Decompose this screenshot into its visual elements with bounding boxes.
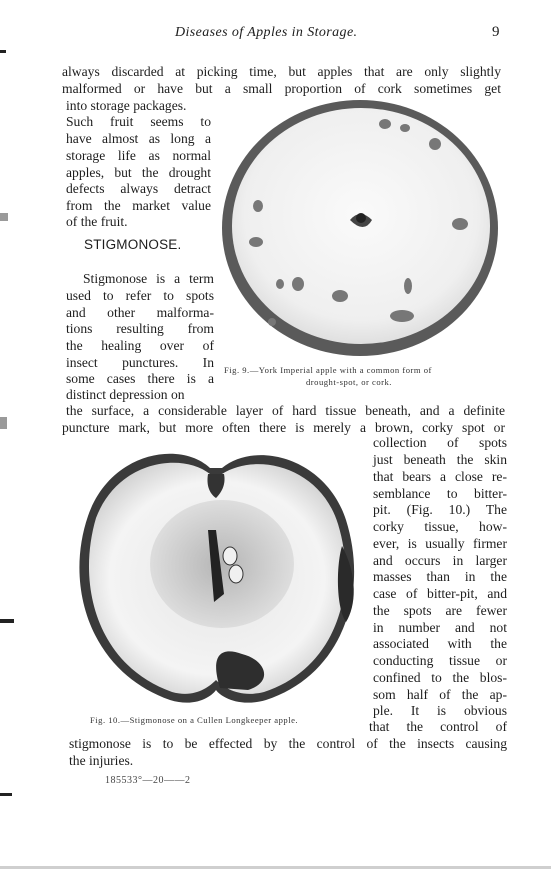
right-column-line-2: just beneath the skin <box>373 452 507 467</box>
right-column-line-8: and occurs in larger <box>373 553 507 568</box>
right-column-line-17: ple. It is obvious <box>373 703 507 718</box>
section-heading: STIGMONOSE. <box>84 237 182 252</box>
fig10-apple-photo <box>70 446 362 712</box>
scan-edge-mark <box>0 793 12 796</box>
stigmonose-line-1: Stigmonose is a term <box>83 271 214 286</box>
scan-edge-mark <box>0 417 7 429</box>
right-column-line-15: confined to the blos- <box>373 670 507 685</box>
stigmonose-line-4: tions resulting from <box>66 321 214 336</box>
right-column-line-16: som half of the ap- <box>373 687 507 702</box>
right-column-line-7: ever, is usually firmer <box>373 536 507 551</box>
right-column-line-4: semblance to bitter- <box>373 486 507 501</box>
right-column-line-3: that bears a close re- <box>373 469 507 484</box>
right-column-line-6: corky tissue, how- <box>373 519 507 534</box>
fig10-caption: Fig. 10.—Stigmonose on a Cullen Longkeeper apple. <box>90 715 299 725</box>
right-column-line-11: the spots are fewer <box>373 603 507 618</box>
left-column-line-3: have almost as long a <box>66 131 211 146</box>
stigmonose-line-2: used to refer to spots <box>66 288 214 303</box>
right-column-line-5: pit. (Fig. 10.) The <box>373 502 507 517</box>
intro-line-1: always discarded at picking time, but apples that are only slightly <box>62 64 501 79</box>
left-column-line-8: of the fruit. <box>66 214 128 229</box>
right-column-line-9: masses than in the <box>373 569 507 584</box>
stigmonose-line-8: distinct depression on <box>66 387 185 402</box>
full-width-line-2: puncture mark, but more often there is merely a brown, corky spot or <box>62 420 505 435</box>
left-column-line-2: Such fruit seems to <box>66 114 211 129</box>
left-column-line-4: storage life as normal <box>66 148 211 163</box>
intro-line-2: malformed or have but a small proportion of cork sometimes get <box>62 81 501 96</box>
right-column-line-10: case of bitter-pit, and <box>373 586 507 601</box>
stigmonose-line-3: and other malforma- <box>66 305 214 320</box>
right-column-line-13: associated with the <box>373 636 507 651</box>
fig9-caption-line-1: Fig. 9.—York Imperial apple with a common form of <box>224 365 432 375</box>
stigmonose-line-7: some cases there is a <box>66 371 214 386</box>
right-column-line-12: in number and not <box>373 620 507 635</box>
page-number: 9 <box>492 24 500 40</box>
scan-edge-mark <box>0 213 8 221</box>
left-column-line-6: defects always detract <box>66 181 211 196</box>
scan-edge-mark <box>0 619 14 623</box>
stigmonose-line-5: the healing over of <box>66 338 214 353</box>
stigmonose-line-6: insect punctures. In <box>66 355 214 370</box>
right-column-line-14: conducting tissue or <box>373 653 507 668</box>
running-header-title: Diseases of Apples in Storage. <box>175 25 358 40</box>
left-column-line-5: apples, but the drought <box>66 165 211 180</box>
print-code: 185533°—20——2 <box>105 775 191 786</box>
right-column-line-18: that the control of <box>369 719 507 734</box>
closing-line-2: the injuries. <box>69 753 134 768</box>
right-column-line-1: collection of spots <box>373 435 507 450</box>
full-width-line-1: the surface, a considerable layer of hard tissue beneath, and a definite <box>66 403 505 418</box>
scan-edge-mark <box>0 50 6 53</box>
closing-line-1: stigmonose is to be effected by the control of the insects causing <box>69 736 507 751</box>
left-column-line-1: into storage packages. <box>66 98 187 113</box>
fig9-caption-line-2: drought-spot, or cork. <box>306 377 392 387</box>
scan-bottom-edge <box>0 866 551 869</box>
fig9-apple-photo <box>220 94 502 364</box>
left-column-line-7: from the market value <box>66 198 211 213</box>
